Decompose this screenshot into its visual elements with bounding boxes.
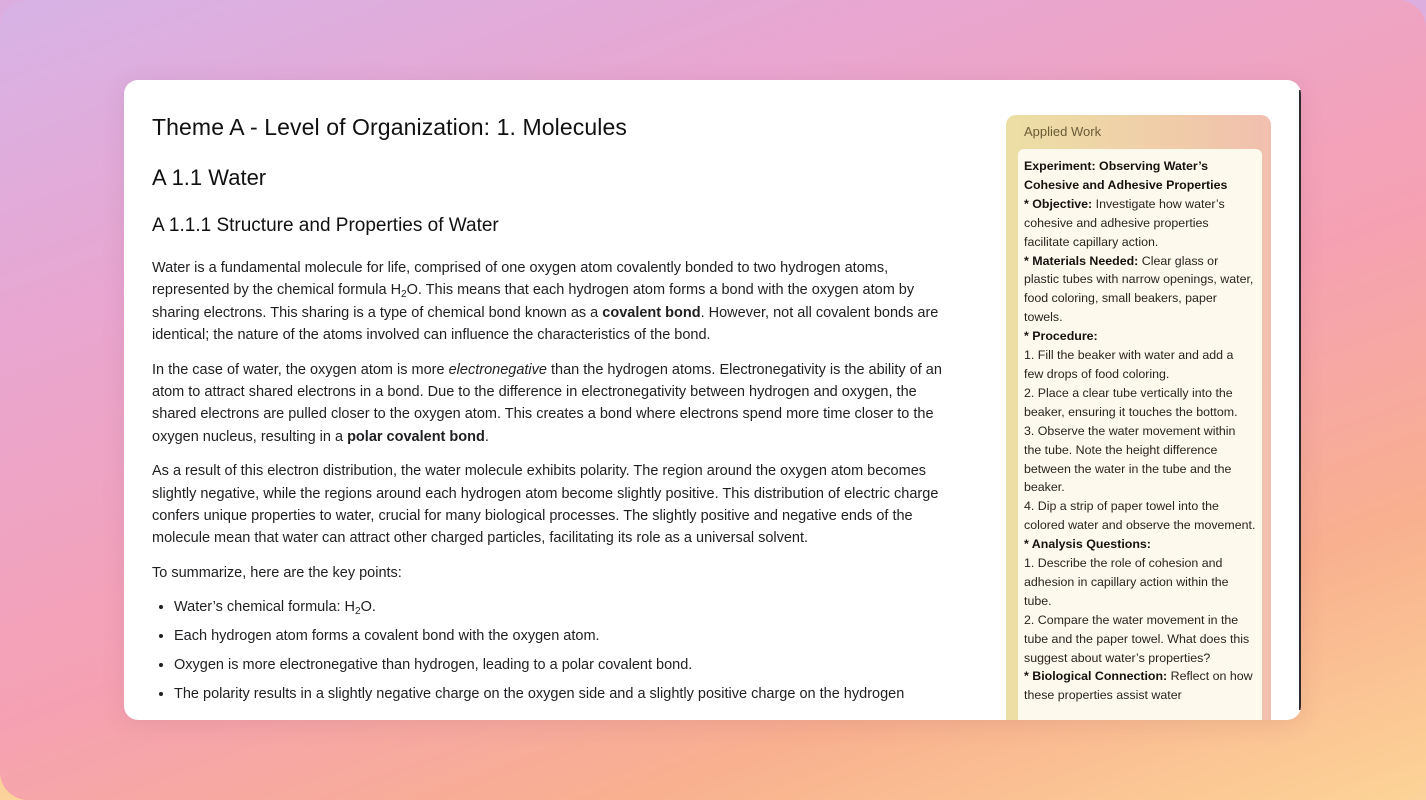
- experiment-title: [1024, 157, 1256, 195]
- text: O. This means that each hydrogen atom forms a bond with the oxygen atom by sharing electrons. This sharing is a type of chemical bond known as a: [152, 282, 915, 321]
- document-content: [152, 110, 952, 720]
- procedure-step: 2. Place a clear tube vertically into the beaker, ensuring it touches the bottom.: [1024, 385, 1238, 419]
- materials: [1024, 252, 1256, 328]
- text: . However, not all covalent bonds are identical; the nature of the atoms involved can influence the characteristics of the bond.: [152, 304, 939, 344]
- bold-term: covalent bond: [602, 304, 701, 321]
- subscript: 2: [401, 289, 407, 301]
- list-item: • Oxygen is more electronegative than hydrogen, leading to a polar covalent bond.: [174, 654, 952, 676]
- paragraph-polarity: As a result of this electron distribution, the water molecule exhibits polarity. The region around the oxygen atom becomes slightly negative, while the regions around each hydrogen atom become slightly positive. This distribution of electric charge confers unique properties to water, crucial for many biological processes. The slightly positive and negative ends of the molecule mean that water can attract other charged particles, facilitating its role as a universal solvent.: [152, 463, 939, 547]
- text: than the hydrogen atoms. Electronegativity is the ability of an atom to attract shared electrons in a bond. Due to the difference in electronegativity between hydrogen and oxygen, the shared electrons are pulled closer to the oxygen atom. This creates a bond where electrons spend more time closer to the oxygen nucleus, resulting in a: [152, 361, 942, 445]
- analysis-label: [1024, 535, 1256, 554]
- materials-label: * Materials Needed:: [1024, 253, 1139, 268]
- text: In the case of water, the oxygen atom is more: [152, 361, 449, 378]
- section-heading: A 1.1 Water: [152, 165, 267, 190]
- bio-label: * Biological Connection:: [1024, 669, 1168, 684]
- procedure-step: 3. Observe the water movement within the tube. Note the height difference between the water in the tube and the beaker.: [1024, 423, 1236, 495]
- italic-term: electronegative: [448, 361, 547, 378]
- applied-work-header: Applied Work: [1024, 124, 1102, 139]
- applied-work-panel: [1006, 115, 1271, 720]
- bio-text: Reflect on how these properties assist water: [1024, 669, 1253, 703]
- text: Water’s chemical formula: H: [174, 599, 356, 616]
- analysis-question: 1. Describe the role of cohesion and adhesion in capillary action within the tube.: [1024, 556, 1229, 608]
- materials-text: Clear glass or plastic tubes with narrow openings, water, food coloring, small beakers, paper towels.: [1024, 253, 1254, 325]
- paragraph-structure: [152, 257, 952, 347]
- text: Water is a fundamental molecule for life, comprised of one oxygen atom covalently bonded to two hydrogen atoms, represented by the chemical formula H: [152, 260, 889, 299]
- applied-work-body: [1018, 149, 1262, 720]
- paragraph-electronegativity: [152, 359, 952, 449]
- document-window: [124, 80, 1301, 720]
- objective-label: * Objective:: [1024, 196, 1093, 211]
- procedure-step: 4. Dip a strip of paper towel into the colored water and observe the movement.: [1024, 499, 1256, 533]
- experiment-title-text: Experiment: Observing Water’s Cohesive and Adhesive Properties: [1024, 159, 1228, 192]
- list-item: • The polarity results in a slightly negative charge on the oxygen side and a slightly positive charge on the hydrogen: [174, 683, 952, 705]
- text: O.: [360, 599, 376, 616]
- paragraph-summary-intro: To summarize, here are the key points:: [152, 564, 402, 581]
- list-item: • Each hydrogen atom forms a covalent bond with the oxygen atom.: [174, 625, 952, 647]
- text: .: [484, 428, 489, 445]
- list-item: [174, 596, 952, 618]
- biological-connection: [1024, 667, 1256, 705]
- procedure-label-text: * Procedure:: [1024, 329, 1098, 344]
- subsection-heading: A 1.1.1 Structure and Properties of Water: [152, 215, 499, 236]
- procedure-label: [1024, 327, 1256, 346]
- bold-term: polar covalent bond: [347, 428, 485, 445]
- key-points-list: [152, 596, 952, 705]
- analysis-question: 2. Compare the water movement in the tube and the paper towel. What does this suggest about water’s properties?: [1024, 612, 1250, 665]
- objective-text: Investigate how water’s cohesive and adhesive properties facilitate capillary action.: [1024, 196, 1225, 249]
- analysis-label-text: * Analysis Questions:: [1024, 537, 1151, 552]
- objective: [1024, 195, 1256, 252]
- page-title: Theme A - Level of Organization: 1. Molecules: [152, 114, 627, 140]
- procedure-step: 1. Fill the beaker with water and add a few drops of food coloring.: [1024, 348, 1234, 381]
- subscript: 2: [355, 606, 361, 618]
